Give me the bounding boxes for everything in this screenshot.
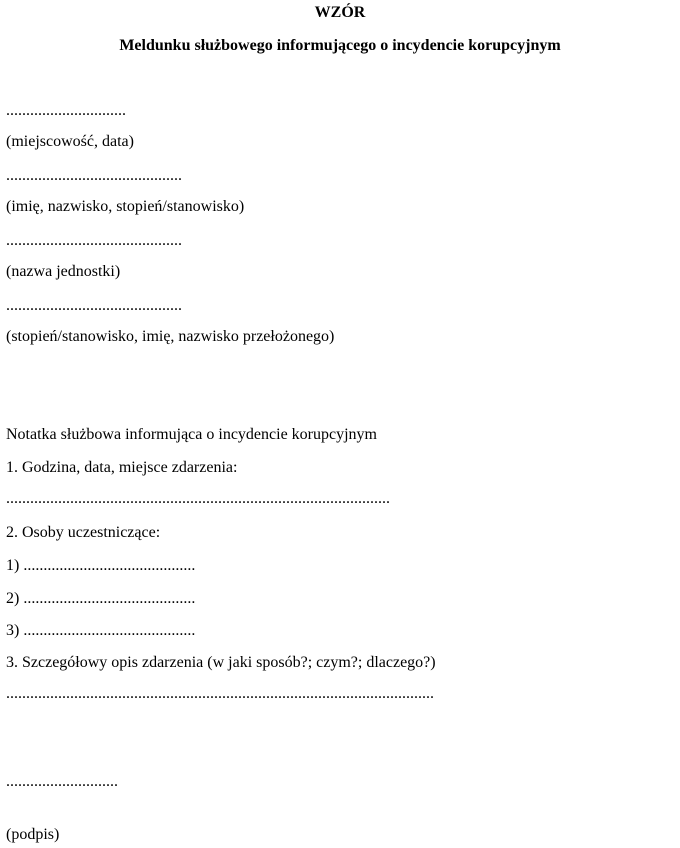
item1-dots: ................................................................................................	[6, 490, 390, 507]
name-rank-label: (imię, nazwisko, stopień/stanowisko)	[6, 198, 245, 215]
document-title: WZÓR	[314, 4, 366, 21]
note-title: Notatka służbowa informująca o incydencie korupcyjnym	[6, 426, 377, 443]
person-2-line: 2) ...........................................	[6, 590, 196, 607]
person-3-line: 3) ...........................................	[6, 622, 196, 639]
item3-label: 3. Szczegółowy opis zdarzenia (w jaki sposób?; czym?; dlaczego?)	[6, 654, 436, 671]
signature-dots: ............................	[6, 773, 118, 790]
place-date-dots: ..............................	[6, 102, 126, 119]
person-1-line: 1) ...........................................	[6, 557, 196, 574]
unit-name-dots: ............................................	[6, 232, 182, 249]
unit-name-label: (nazwa jednostki)	[6, 263, 121, 280]
place-date-label: (miejscowość, data)	[6, 133, 134, 150]
signature-label: (podpis)	[6, 826, 60, 843]
name-rank-dots: ............................................	[6, 167, 182, 184]
item2-label: 2. Osoby uczestniczące:	[6, 524, 161, 541]
item3-dots: ...........................................................................................................	[6, 685, 434, 702]
superior-label: (stopień/stanowisko, imię, nazwisko przełożonego)	[6, 328, 335, 345]
document-subtitle: Meldunku służbowego informującego o incydencie korupcyjnym	[119, 37, 561, 54]
superior-dots: ............................................	[6, 297, 182, 314]
item1-label: 1. Godzina, data, miejsce zdarzenia:	[6, 459, 238, 476]
